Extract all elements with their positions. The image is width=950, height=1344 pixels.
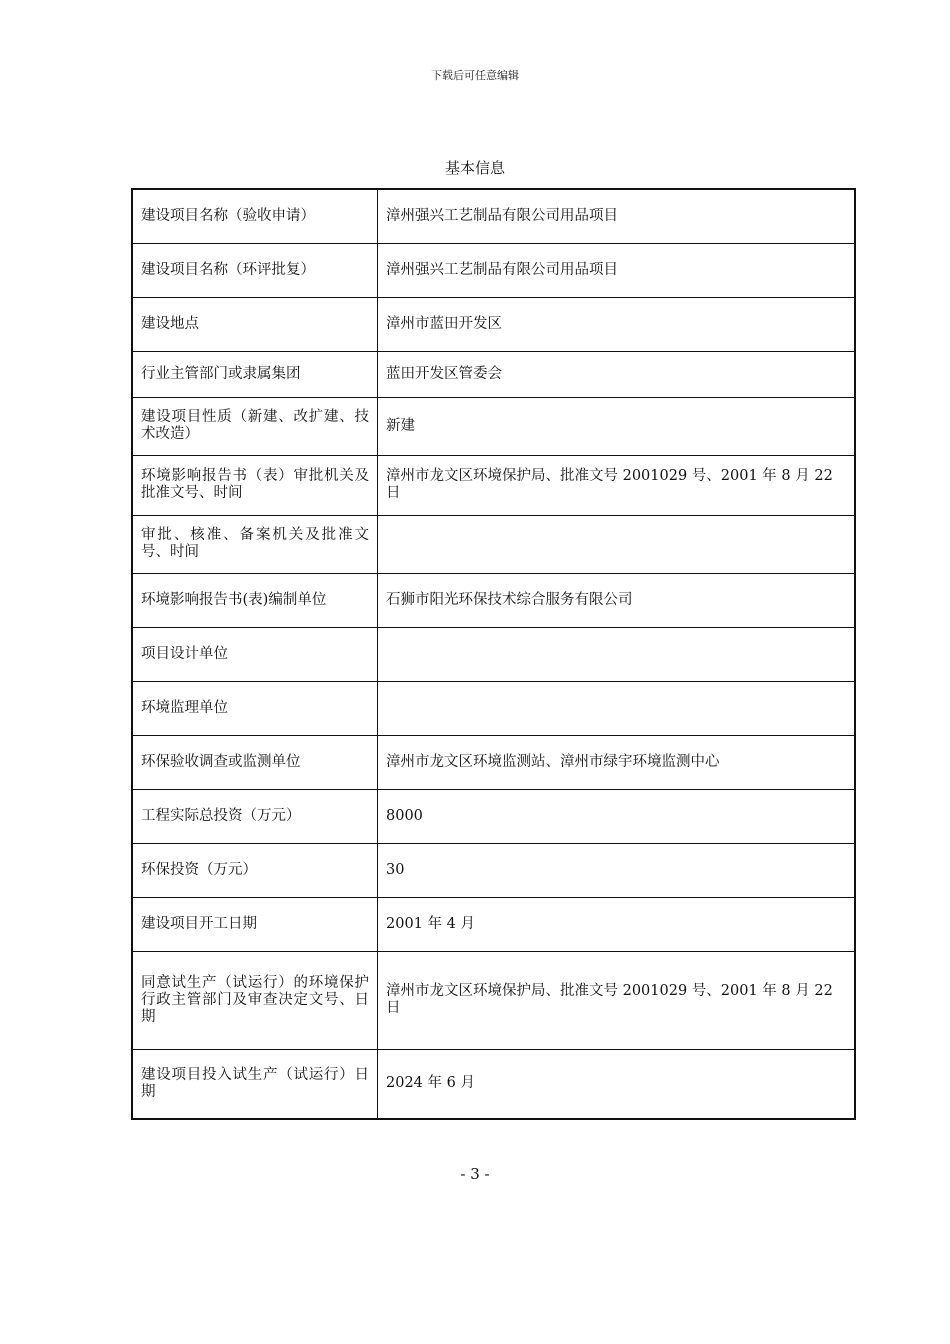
row-value: 漳州市蓝田开发区 [378, 297, 856, 351]
row-value: 漳州市龙文区环境保护局、批准文号 2001029 号、2001 年 8 月 22 日 [378, 951, 856, 1049]
row-value: 漳州市龙文区环境保护局、批准文号 2001029 号、2001 年 8 月 22 日 [378, 455, 856, 515]
basic-info-table [131, 188, 856, 1120]
row-value: 新建 [378, 397, 856, 455]
table-row [132, 897, 855, 951]
row-label: 环境影响报告书（表）审批机关及批准文号、时间 [132, 455, 378, 515]
row-label: 审批、核准、备案机关及批准文号、时间 [132, 515, 378, 573]
row-label: 建设项目性质（新建、改扩建、技术改造） [132, 397, 378, 455]
row-label: 建设项目投入试生产（试运行）日期 [132, 1049, 378, 1119]
row-value [378, 627, 856, 681]
row-label: 工程实际总投资（万元） [132, 789, 378, 843]
row-value [378, 515, 856, 573]
table-row [132, 951, 855, 1049]
table-row [132, 455, 855, 515]
row-label: 建设项目名称（验收申请） [132, 189, 378, 243]
row-label: 环境影响报告书(表)编制单位 [132, 573, 378, 627]
table-row [132, 297, 855, 351]
row-label: 同意试生产（试运行）的环境保护行政主管部门及审查决定文号、日期 [132, 951, 378, 1049]
row-value: 漳州市龙文区环境监测站、漳州市绿宇环境监测中心 [378, 735, 856, 789]
row-label: 建设项目开工日期 [132, 897, 378, 951]
header-note: 下载后可任意编辑 [431, 69, 519, 82]
table-row [132, 789, 855, 843]
row-value [378, 681, 856, 735]
row-value: 8000 [378, 789, 856, 843]
row-label: 环保验收调查或监测单位 [132, 735, 378, 789]
table-row [132, 243, 855, 297]
table-row [132, 1049, 855, 1119]
page-title: 基本信息 [444, 159, 505, 177]
row-value: 30 [378, 843, 856, 897]
row-value: 2001 年 4 月 [378, 897, 856, 951]
table-row [132, 351, 855, 397]
row-label: 行业主管部门或隶属集团 [132, 351, 378, 397]
table-row [132, 515, 855, 573]
row-label: 建设项目名称（环评批复） [132, 243, 378, 297]
table-row [132, 843, 855, 897]
row-value: 蓝田开发区管委会 [378, 351, 856, 397]
table-row [132, 397, 855, 455]
table-row [132, 627, 855, 681]
row-label: 环境监理单位 [132, 681, 378, 735]
row-value: 漳州强兴工艺制品有限公司用品项目 [378, 189, 856, 243]
table-row [132, 735, 855, 789]
table-row [132, 189, 855, 243]
row-value: 漳州强兴工艺制品有限公司用品项目 [378, 243, 856, 297]
row-label: 建设地点 [132, 297, 378, 351]
page-number: - 3 - [460, 1165, 490, 1183]
table-row [132, 573, 855, 627]
row-value: 石狮市阳光环保技术综合服务有限公司 [378, 573, 856, 627]
row-label: 环保投资（万元） [132, 843, 378, 897]
table-row [132, 681, 855, 735]
row-value: 2024 年 6 月 [378, 1049, 856, 1119]
row-label: 项目设计单位 [132, 627, 378, 681]
